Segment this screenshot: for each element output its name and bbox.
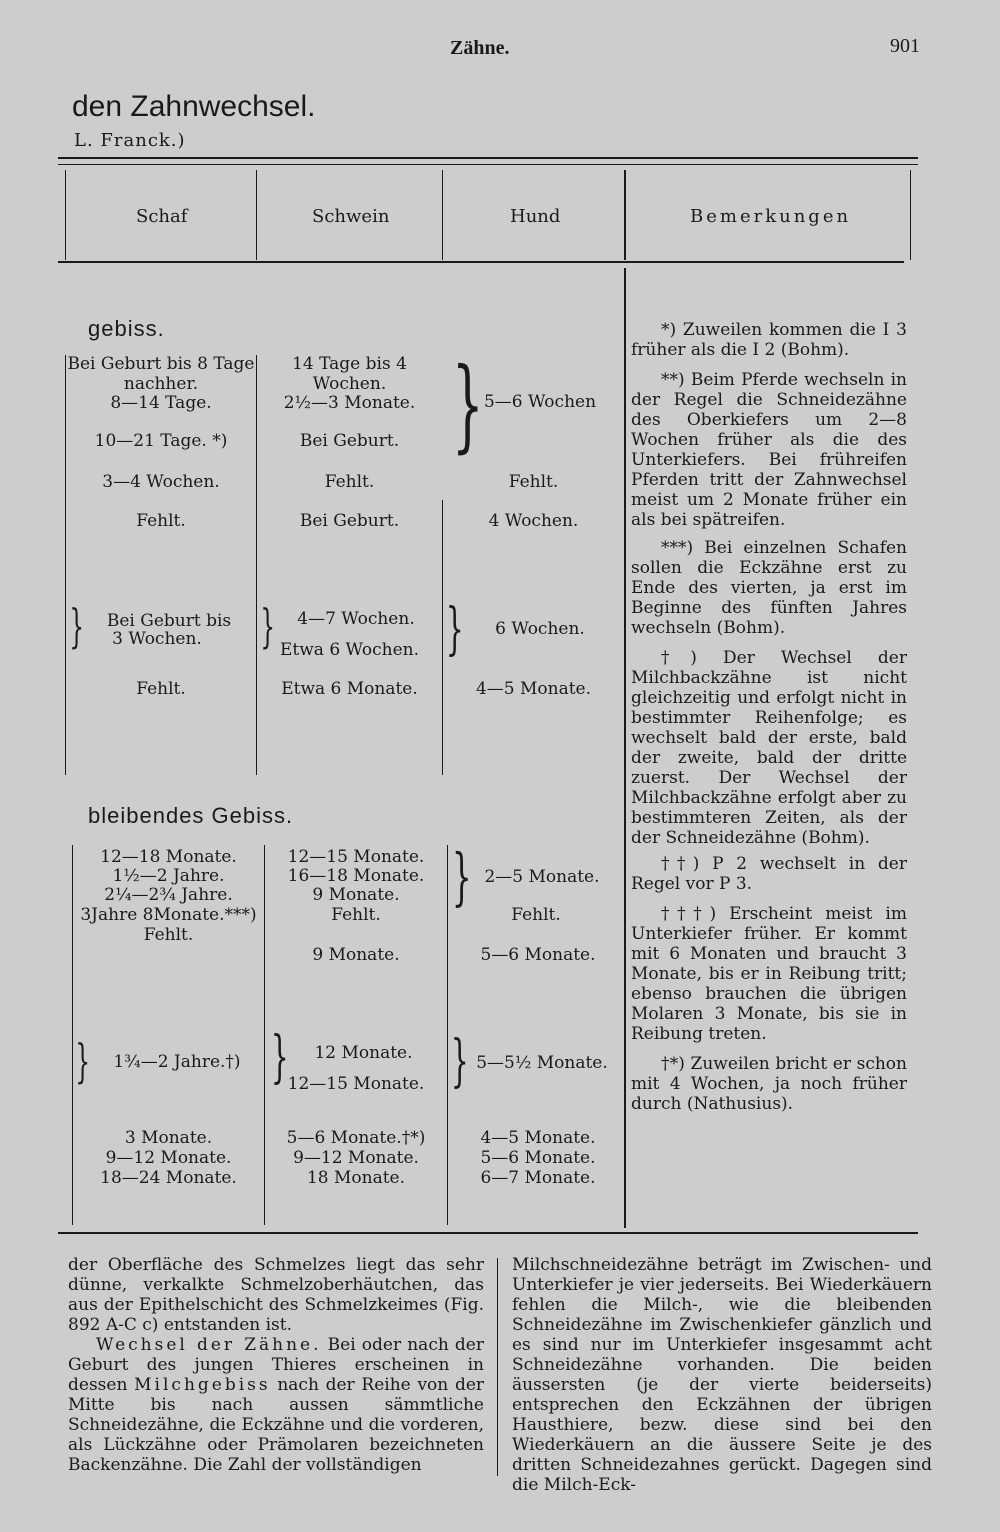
cell-hund: 6 Wochen. bbox=[495, 619, 585, 639]
cell-schaf: Fehlt. bbox=[143, 925, 194, 945]
cell-hund: Fehlt. bbox=[511, 905, 561, 925]
cell-schwein: Etwa 6 Wochen. bbox=[280, 640, 419, 660]
term-milchgebiss: Milchgebiss bbox=[134, 1375, 271, 1395]
brace-icon: } bbox=[75, 1034, 90, 1088]
col-divider bbox=[910, 170, 911, 260]
cell-schwein: 4—7 Wochen. bbox=[297, 609, 415, 629]
cell-schaf: 2¼—2¾ Jahre. bbox=[104, 885, 233, 905]
cell-schaf: Fehlt. bbox=[136, 679, 186, 699]
page-title: den Zahnwechsel. bbox=[72, 90, 316, 123]
note-2: **) Beim Pferde wechseln in der Regel die Schneidezähne des Oberkiefers um 2—8 Wochen früher als die des Unterkiefers. Bei frühreifen Pferden tritt der Zahnwechsel meist um 2 Monate früher ein als bei spätreifen. bbox=[631, 370, 907, 530]
cell-schaf: Bei Geburt bis bbox=[106, 611, 232, 631]
cell-schaf: nachher. bbox=[123, 374, 199, 394]
brace-icon: } bbox=[260, 599, 275, 653]
body-intro: der Oberfläche des Schmelzes liegt das sehr dünne, verkalkte Schmelzoberhäutchen, das aus der Epithelschicht des Schmelzkeimes (Fig. 892 A-C c) entstanden ist. bbox=[68, 1255, 484, 1335]
col-divider bbox=[256, 170, 257, 260]
col-divider bbox=[624, 268, 626, 1228]
column-header-schaf: Schaf bbox=[136, 206, 188, 227]
note-7: †*) Zuweilen bricht er schon mit 4 Wochen, ja noch früher durch (Nathusius). bbox=[631, 1054, 907, 1114]
cell-schaf: 3 Monate. bbox=[124, 1128, 213, 1148]
cell-hund: 4 Wochen. bbox=[488, 511, 579, 531]
section-heading-milchgebiss: gebiss. bbox=[88, 316, 165, 341]
cell-schaf: 3Jahre 8Monate.***) bbox=[80, 905, 257, 925]
cell-schwein: Bei Geburt. bbox=[299, 431, 400, 451]
body-para: Bei oder nach der Geburt des jungen Thieres erscheinen in dessen bbox=[68, 1335, 484, 1395]
page-number: 901 bbox=[890, 35, 920, 57]
brace-icon: } bbox=[451, 840, 472, 913]
col-divider bbox=[442, 500, 443, 775]
col-divider bbox=[256, 355, 257, 775]
column-header-schwein: Schwein bbox=[312, 206, 390, 227]
body-text-left bbox=[68, 1255, 484, 1475]
cell-schaf: 12—18 Monate. bbox=[100, 847, 237, 867]
brace-icon: } bbox=[451, 346, 484, 463]
col-divider bbox=[442, 170, 443, 260]
note-5: ††) P 2 wechselt in der Regel vor P 3. bbox=[631, 854, 907, 894]
col-divider bbox=[624, 170, 626, 260]
cell-schaf: 1½—2 Jahre. bbox=[112, 866, 225, 886]
note-1: *) Zuweilen kommen die I 3 früher als die I 2 (Bohm). bbox=[631, 320, 907, 360]
cell-schwein: 14 Tage bis 4 bbox=[292, 354, 407, 374]
cell-schwein: 12—15 Monate. bbox=[287, 1074, 425, 1094]
cell-hund: 4—5 Monate. bbox=[480, 1128, 596, 1148]
cell-schwein: 18 Monate. bbox=[306, 1168, 406, 1188]
brace-icon: } bbox=[445, 597, 464, 662]
brace-icon: } bbox=[450, 1029, 469, 1094]
subtitle: L. Franck.) bbox=[74, 130, 186, 151]
cell-schwein: Fehlt. bbox=[324, 472, 375, 492]
cell-schwein: Etwa 6 Monate. bbox=[281, 679, 418, 699]
cell-schwein: 12 Monate. bbox=[314, 1043, 413, 1063]
cell-schaf: 9—12 Monate. bbox=[105, 1148, 232, 1168]
table-bottom-rule bbox=[58, 1232, 918, 1234]
section-heading-bleibendes-gebiss: bleibendes Gebiss. bbox=[88, 803, 294, 828]
cell-schaf: 3 Wochen. bbox=[112, 629, 202, 649]
cell-schaf: 10—21 Tage. *) bbox=[94, 431, 228, 451]
cell-schaf: 8—14 Tage. bbox=[110, 393, 212, 413]
cell-schwein: Fehlt. bbox=[331, 905, 381, 925]
header-bottom-rule bbox=[58, 261, 904, 263]
cell-schwein: 16—18 Monate. bbox=[287, 866, 425, 886]
cell-hund: 6—7 Monate. bbox=[480, 1168, 596, 1188]
brace-icon: } bbox=[69, 599, 84, 653]
col-divider bbox=[65, 355, 66, 775]
column-divider bbox=[497, 1258, 498, 1476]
column-header-hund: Hund bbox=[510, 206, 561, 227]
cell-schwein: 9 Monate. bbox=[312, 885, 400, 905]
table-top-rule-2 bbox=[58, 164, 918, 165]
section-heading-wechsel: Wechsel der Zähne. bbox=[96, 1335, 322, 1355]
col-divider bbox=[65, 170, 66, 260]
cell-schaf: Fehlt. bbox=[136, 511, 186, 531]
body-text-right: Milchschneidezähne beträgt im Zwischen- und Unterkiefer je vier jederseits. Bei Wiederkäuern fehlen die Milch-, wie die bleibenden Schneidezähne im Zwischenkiefer gänzlich und es sind nur im Unterkiefer insgesammt acht Schneidezähne vorhanden. Die beiden äussersten (je der vierte beiderseits) entsprechen den Eckzähnen der übrigen Hausthiere, bezw. diese sind bei den Wiederkäuern an die äussere Seite je des dritten Schneidezahnes gerückt. Dagegen sind die Milch-Eck- bbox=[512, 1255, 932, 1495]
cell-hund: Fehlt. bbox=[508, 472, 559, 492]
cell-hund: 2—5 Monate. bbox=[484, 867, 600, 887]
cell-schwein: 2½—3 Monate. bbox=[283, 393, 416, 413]
column-header-bemerkungen: Bemerkungen bbox=[690, 206, 852, 227]
cell-schwein: 9 Monate. bbox=[312, 945, 400, 965]
cell-schaf: Bei Geburt bis 8 Tage bbox=[67, 354, 255, 374]
cell-hund: 4—5 Monate. bbox=[475, 679, 592, 699]
note-3: ***) Bei einzelnen Schafen sollen die Eckzähne erst zu Ende des vierten, ja erst im Beginne des fünften Jahres wechseln (Bohm). bbox=[631, 538, 907, 638]
cell-schaf: 18—24 Monate. bbox=[100, 1168, 237, 1188]
cell-schwein: 9—12 Monate. bbox=[293, 1148, 419, 1168]
table-top-rule bbox=[58, 157, 918, 159]
cell-schaf: 3—4 Wochen. bbox=[102, 472, 220, 492]
brace-icon: } bbox=[270, 1025, 289, 1090]
cell-schwein: Bei Geburt. bbox=[299, 511, 400, 531]
body-para2: nach der Reihe von der Mitte bis nach aussen sämmtliche Schneidezähne, die Eckzähne und die vorderen, als Lückzähne oder Prämolaren bezeichneten Backenzähne. Die Zahl der vollständigen bbox=[68, 1375, 485, 1475]
cell-hund: 5—6 Monate. bbox=[480, 1148, 596, 1168]
cell-schwein: Wochen. bbox=[312, 374, 387, 394]
cell-schwein: 12—15 Monate. bbox=[287, 847, 425, 867]
cell-schaf: 1¾—2 Jahre.†) bbox=[113, 1052, 241, 1072]
note-6: †††) Erscheint meist im Unterkiefer früher. Er kommt mit 6 Monaten und braucht 3 Monate, bis er in Reibung tritt; ebenso brauchen die übrigen Molaren 3 Monate, bis sie in Reibung treten. bbox=[631, 904, 907, 1044]
cell-hund: 5—5½ Monate. bbox=[476, 1053, 608, 1073]
running-title: Zähne. bbox=[450, 37, 510, 59]
cell-hund: 5—6 Wochen bbox=[483, 392, 597, 412]
note-4: †) Der Wechsel der Milchbackzähne ist nicht gleichzeitig und erfolgt nicht in bestimmter Reihenfolge; es wechselt bald der erste, bald der zweite, bald der dritte zuerst. Der Wechsel der Milchbackzähne erfolgt aber zu bestimmteren Zeiten, als der der Schneidezähne (Bohm). bbox=[631, 648, 907, 848]
cell-schwein: 5—6 Monate.†*) bbox=[286, 1128, 426, 1148]
cell-hund: 5—6 Monate. bbox=[480, 945, 596, 965]
